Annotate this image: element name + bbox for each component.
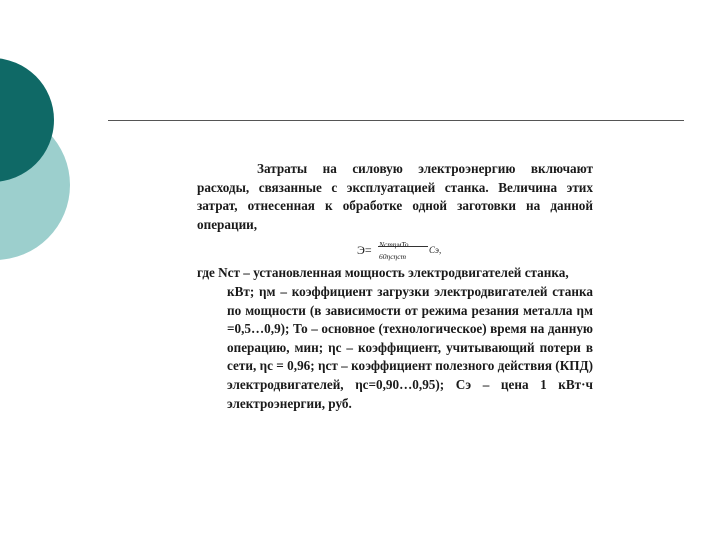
fraction-bar bbox=[378, 246, 428, 247]
formula-denominator: 60ηсηст bbox=[379, 252, 407, 262]
definitions-first-line: где Nст – установленная мощность электродвигателей станка, bbox=[197, 265, 569, 281]
horizontal-rule bbox=[108, 120, 684, 121]
formula-tail: Cэ, bbox=[429, 245, 442, 256]
energy-cost-formula bbox=[197, 236, 593, 260]
intro-paragraph: Затраты на силовую электроэнергию включают расходы, связанные с эксплуатацией станка. Величина этих затрат, отнесенная к обработке одной заготовки на данной операции, bbox=[197, 161, 593, 232]
slide-body bbox=[197, 160, 593, 413]
formula-lhs: Э= bbox=[357, 243, 372, 258]
definitions-body: кВт; ηм – коэффициент загрузки электродвигателей станка по мощности (в зависимости от режима резания металла ηм =0,5…0,9); То – основное (технологическое) время на данную операцию, мин; ηс – коэффициент, учитывающий потери в сети, ηс = 0,96; ηст – коэффициент полезного действия (КПД) электродвигателей, ηс=0,90…0,95); Сэ – цена 1 кВт·ч электроэнергии, руб. bbox=[227, 283, 593, 411]
decorative-circles bbox=[0, 0, 80, 300]
formula-numerator: NстηмTo bbox=[379, 240, 409, 250]
